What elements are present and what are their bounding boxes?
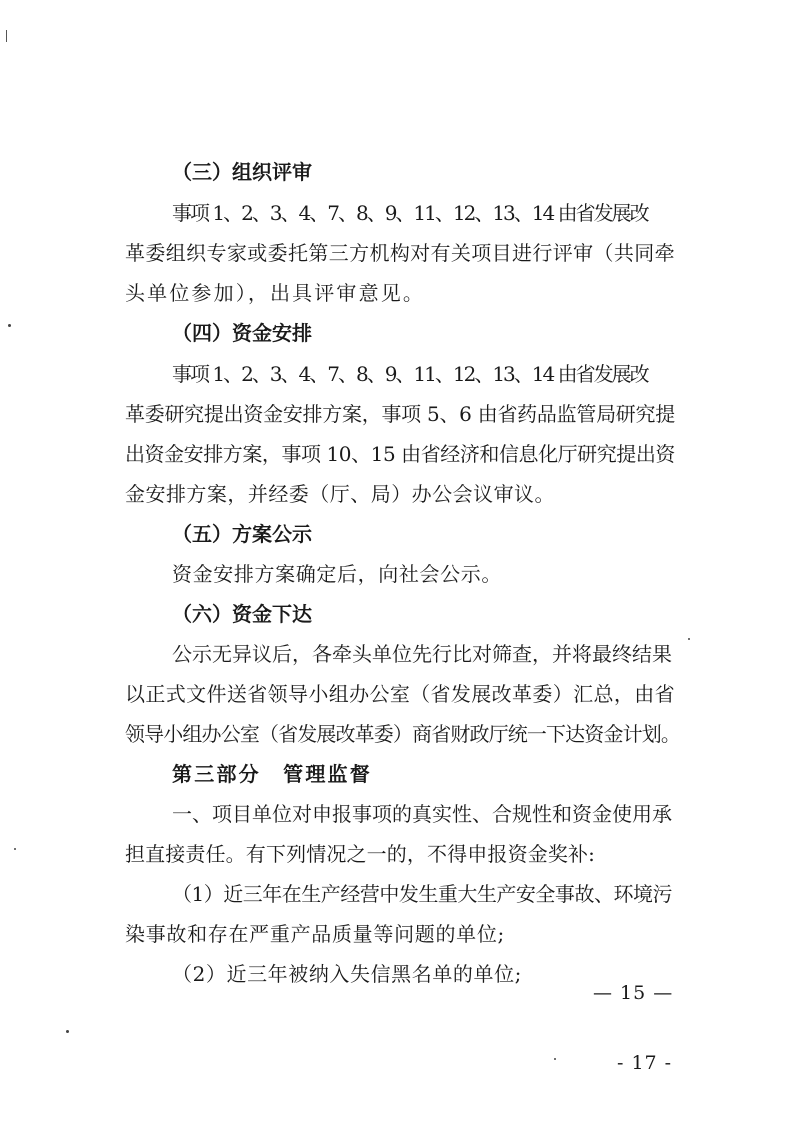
scan-speck bbox=[8, 324, 11, 327]
heading-fund-arrangement: （四）资金安排 bbox=[172, 321, 312, 345]
heading-part-three: 第三部分 管理监督 bbox=[172, 762, 372, 786]
heading-organize-review: （三）组织评审 bbox=[172, 160, 312, 184]
scan-edge-mark bbox=[6, 30, 7, 42]
heading-plan-announcement: （五）方案公示 bbox=[172, 522, 312, 546]
heading-fund-release: （六）资金下达 bbox=[172, 602, 312, 626]
paragraph-line: 事项 1、2、3、4、7、8、9、11、12、13、14 由省发展改 bbox=[172, 362, 648, 386]
paragraph-line: （2）近三年被纳入失信黑名单的单位; bbox=[172, 962, 522, 986]
page-number-outer: - 17 - bbox=[617, 1052, 673, 1074]
paragraph-line: 担直接责任。有下列情况之一的，不得申报资金奖补: bbox=[125, 842, 595, 866]
paragraph-line: 事项 1、2、3、4、7、8、9、11、12、13、14 由省发展改 bbox=[172, 201, 648, 225]
paragraph-line: 领导小组办公室（省发展改革委）商省财政厅统一下达资金计划。 bbox=[125, 722, 680, 746]
paragraph-line: 革委研究提出资金安排方案，事项 5、6 由省药品监管局研究提 bbox=[125, 402, 675, 426]
paragraph-line: 革委组织专家或委托第三方机构对有关项目进行评审（共同牵 bbox=[125, 241, 675, 265]
paragraph-line: 头单位参加），出具评审意见。 bbox=[125, 281, 425, 305]
scan-speck bbox=[14, 848, 16, 850]
paragraph-line: 资金安排方案确定后，向社会公示。 bbox=[172, 562, 502, 586]
page-number-inner: — 15 — bbox=[593, 982, 674, 1004]
paragraph-line: 金安排方案，并经委（厅、局）办公会议审议。 bbox=[125, 482, 555, 506]
paragraph-line: 出资金安排方案，事项 10、15 由省经济和信息化厅研究提出资 bbox=[125, 442, 675, 466]
paragraph-line: 染事故和存在严重产品质量等问题的单位; bbox=[125, 922, 505, 946]
scan-speck bbox=[554, 1058, 556, 1060]
paragraph-line: 一、项目单位对申报事项的真实性、合规性和资金使用承 bbox=[172, 802, 672, 826]
scan-speck bbox=[688, 638, 690, 640]
scan-speck bbox=[66, 1030, 69, 1033]
paragraph-line: 公示无异议后，各牵头单位先行比对筛查，并将最终结果 bbox=[172, 642, 672, 666]
paragraph-line: 以正式文件送省领导小组办公室（省发展改革委）汇总，由省 bbox=[125, 682, 675, 706]
paragraph-line: （1）近三年在生产经营中发生重大生产安全事故、环境污 bbox=[172, 882, 672, 906]
